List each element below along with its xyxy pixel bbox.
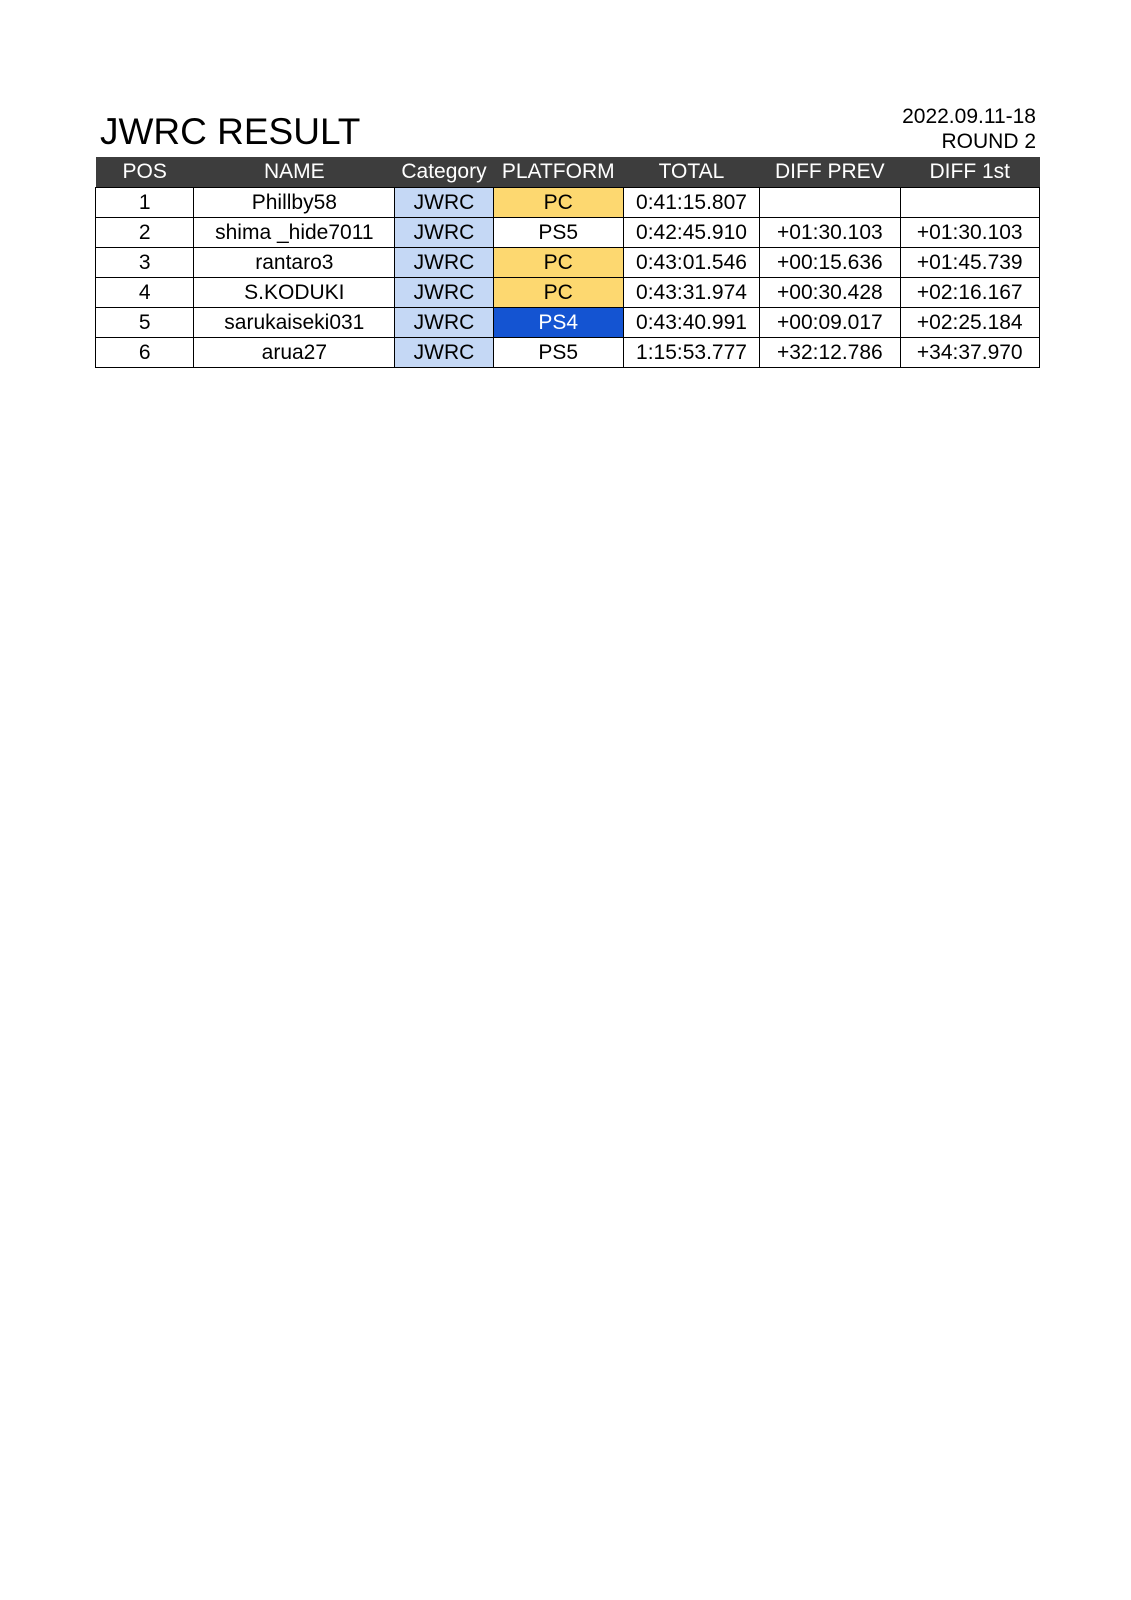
cell-diff-first [900,188,1039,218]
cell-diff-prev: +00:15.636 [760,248,900,278]
col-header-category: Category [395,157,493,188]
cell-total: 0:43:40.991 [623,308,759,338]
cell-pos: 6 [96,338,194,368]
cell-name: rantaro3 [194,248,395,278]
cell-category: JWRC [395,308,493,338]
event-date: 2022.09.11-18 [902,105,1036,128]
cell-name: S.KODUKI [194,278,395,308]
cell-total: 0:43:01.546 [623,248,759,278]
cell-category: JWRC [395,188,493,218]
table-row [96,308,1040,338]
cell-platform: PS5 [493,218,623,248]
col-header-platform: PLATFORM [493,157,623,188]
cell-total: 0:42:45.910 [623,218,759,248]
table-header-row [96,157,1040,188]
cell-diff-first: +01:30.103 [900,218,1039,248]
cell-pos: 5 [96,308,194,338]
col-header-total: TOTAL [623,157,759,188]
cell-name: Phillby58 [194,188,395,218]
cell-platform: PS4 [493,308,623,338]
cell-diff-prev: +00:30.428 [760,278,900,308]
cell-pos: 1 [96,188,194,218]
cell-diff-first: +01:45.739 [900,248,1039,278]
cell-category: JWRC [395,338,493,368]
cell-diff-prev: +01:30.103 [760,218,900,248]
col-header-diff-prev: DIFF PREV [760,157,900,188]
cell-diff-prev: +00:09.017 [760,308,900,338]
cell-platform: PS5 [493,338,623,368]
cell-diff-first: +34:37.970 [900,338,1039,368]
cell-category: JWRC [395,278,493,308]
cell-category: JWRC [395,218,493,248]
cell-diff-prev: +32:12.786 [760,338,900,368]
cell-diff-first: +02:16.167 [900,278,1039,308]
cell-name: sarukaiseki031 [194,308,395,338]
table-row [96,338,1040,368]
cell-platform: PC [493,188,623,218]
results-table [95,157,1040,368]
col-header-pos: POS [96,157,194,188]
table-row [96,248,1040,278]
cell-diff-prev [760,188,900,218]
cell-name: shima _hide7011 [194,218,395,248]
event-meta [902,104,1036,154]
event-round: ROUND 2 [941,130,1036,153]
table-row [96,218,1040,248]
cell-diff-first: +02:25.184 [900,308,1039,338]
cell-total: 1:15:53.777 [623,338,759,368]
cell-total: 0:41:15.807 [623,188,759,218]
cell-pos: 4 [96,278,194,308]
table-row [96,278,1040,308]
cell-pos: 3 [96,248,194,278]
cell-pos: 2 [96,218,194,248]
table-row [96,188,1040,218]
page-title: JWRC RESULT [100,111,361,152]
cell-total: 0:43:31.974 [623,278,759,308]
col-header-diff-first: DIFF 1st [900,157,1039,188]
cell-platform: PC [493,278,623,308]
cell-category: JWRC [395,248,493,278]
cell-platform: PC [493,248,623,278]
cell-name: arua27 [194,338,395,368]
col-header-name: NAME [194,157,395,188]
